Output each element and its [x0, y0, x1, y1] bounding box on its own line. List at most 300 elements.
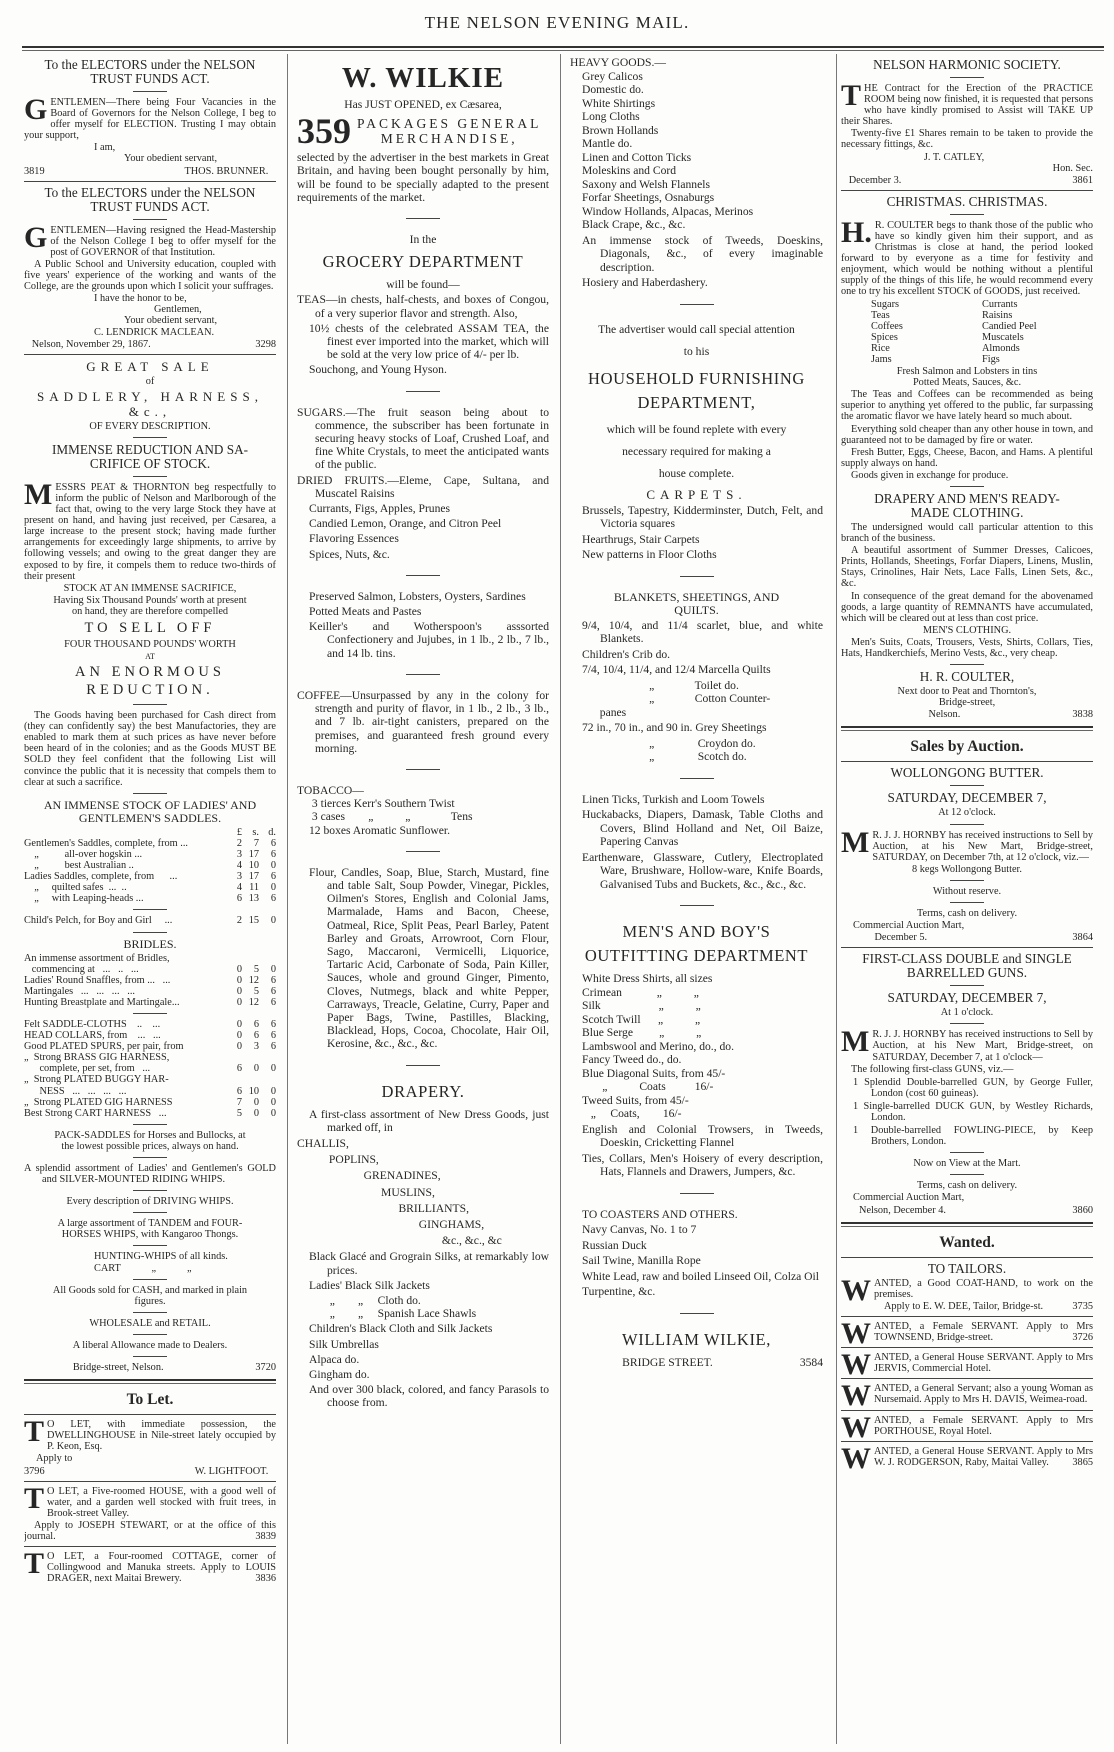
text-line: J. T. CATLEY,: [911, 151, 985, 163]
short-rule: [680, 576, 714, 577]
ad-reference-number: 3865: [1072, 1456, 1093, 1468]
heading: AT: [145, 652, 155, 662]
paragraph-text: O LET, a Five-roomed HOUSE, with a good well of water, and a garden well stocked with fruit trees, in Brook-street Valley.: [47, 1485, 276, 1519]
drop-cap: W: [841, 1379, 871, 1413]
list-item: And over 300 black, colored, and fancy Parasols to choose from.: [309, 1383, 549, 1410]
price-cell: [242, 1052, 259, 1063]
list-item: Sail Twine, Manilla Rope: [582, 1254, 701, 1267]
goods-item: Jams: [871, 353, 892, 365]
price-cell: Good PLATED SPURS, per pair, from: [24, 1041, 184, 1053]
list-item: Ties, Collars, Men's Hoisery of every description, Hats, Flannels and Drawers, Jumpers, &c.: [582, 1151, 823, 1178]
paragraph: [841, 637, 1093, 659]
currency-header: £: [236, 826, 242, 838]
list-item: Silk „ „: [582, 999, 701, 1012]
signature-row: [841, 175, 1093, 186]
list-item: Saxony and Welsh Flannels: [582, 177, 710, 191]
list-item: Brown Hollands: [582, 123, 659, 137]
ad-divider: [841, 1257, 1093, 1258]
text-line: I have the honor to be,: [94, 293, 187, 305]
heading: CARPETS.: [646, 486, 747, 502]
paragraph-text: R. J. J. HORNBY has received instructions to Sell by Auction, at his New Mart, Bridge-street, SATURDAY, on December 7th, at 12 o'clock, viz.—: [872, 829, 1093, 863]
price-cell: 3: [236, 871, 242, 883]
short-rule: [950, 77, 984, 78]
row-right: 3861: [1072, 174, 1093, 186]
price-cell: 6: [236, 1085, 242, 1097]
paragraph: [841, 1410, 1093, 1444]
price-cell: 6: [270, 871, 276, 883]
heading: To the ELECTORS under the NELSON TRUST FUNDS ACT.: [44, 184, 256, 214]
drop-cap: W: [841, 1441, 871, 1475]
goods-item: Almonds: [982, 342, 1020, 354]
list-item: A first-class assortment of New Dress Goods, just marked off, in: [309, 1107, 549, 1134]
text-line: „ Scotch do.: [594, 750, 747, 763]
paragraph: [24, 220, 276, 258]
heading: H. R. COULTER,: [919, 669, 1015, 685]
price-cell: 6: [270, 848, 276, 860]
goods-item: Candied Peel: [982, 320, 1037, 332]
list-item: Children's Black Cloth and Silk Jackets: [309, 1322, 493, 1336]
ad-divider: [24, 181, 276, 182]
text-line: 3 tierces Kerr's Southern Twist: [309, 797, 455, 811]
drop-cap: G: [24, 93, 48, 126]
list-item: „ Coats 16/-: [582, 1080, 714, 1093]
centered-text: Terms, cash on delivery.: [916, 907, 1018, 919]
paragraph-text: O LET, a Four-roomed COTTAGE, corner of Collingwood and Manuka streets. Apply to LOUIS DRAGER, next Maitai Brewery.: [47, 1551, 276, 1585]
row-right: THOS. BRUNNER.: [184, 165, 276, 177]
item-list: [570, 972, 823, 1121]
column-divider: [560, 54, 561, 1744]
text-line: TO COASTERS AND OTHERS.: [582, 1207, 738, 1221]
price-cell: [259, 1074, 276, 1085]
price-cell: Hunting Breastplate and Martingale...: [24, 996, 180, 1008]
short-rule: [133, 1334, 167, 1335]
short-rule: [133, 793, 167, 794]
drop-cap: W: [841, 1348, 871, 1382]
list-item: White Lead, raw and boiled Linseed Oil, Colza Oil: [582, 1269, 819, 1283]
short-rule: [950, 486, 984, 487]
ad-divider: [24, 1414, 276, 1415]
price-cell: „ best Australian ..: [24, 860, 134, 872]
list-item: 7/4, 10/4, 11/4, and 12/4 Marcella Quilts: [582, 663, 771, 676]
ad-reference-number: 3726: [1072, 1332, 1093, 1344]
short-rule: [406, 769, 440, 770]
heading: SATURDAY, DECEMBER 7,: [887, 990, 1047, 1006]
centered-text: A liberal Allowance made to Dealers.: [72, 1339, 228, 1351]
price-cell: Child's Pelch, for Boy and Girl ...: [24, 915, 173, 927]
price-cell: complete, per set, from ...: [24, 1063, 151, 1075]
price-cell: „ Strong PLATED BUGGY HAR-: [24, 1074, 169, 1086]
price-cell: 7: [253, 837, 259, 849]
short-rule: [133, 1124, 167, 1125]
text-line: „ Croydon do.: [594, 736, 756, 750]
list-item: 72 in., 70 in., and 90 in. Grey Sheetings: [582, 721, 767, 734]
list-item: English and Colonial Trowsers, in Tweeds, Doeskin, Cricketting Flannel: [582, 1122, 823, 1149]
signature-row: [841, 1205, 1093, 1216]
heading: To Let.: [126, 1391, 174, 1409]
short-rule: [680, 778, 714, 779]
price-cell: 3: [236, 848, 242, 860]
list-item: White Dress Shirts, all sizes: [582, 972, 713, 985]
paragraph-text: A beautiful assortment of Summer Dresses, Calicoes, Prints, Hollands, Sheetings, Forfar Diapers, Linens, Muslin, Stays, Crinolines, Hair Nets, Lace Falls, Linen Sets, &c., &c.: [841, 545, 1093, 590]
ad-reference-number: 3839: [255, 1530, 276, 1542]
row-right: 3720: [255, 1362, 276, 1374]
paragraph-text: ANTED, a General Servant; also a young Woman as Nursemaid. Apply to Mrs H. DAVIS, Weimea-road.: [874, 1383, 1093, 1406]
currency-header: d.: [268, 826, 276, 838]
list-item: Spices, Nuts, &c.: [309, 547, 390, 561]
fabric-item: &c., &c., &c: [297, 1234, 502, 1248]
short-rule: [950, 824, 984, 825]
heading: Wanted.: [939, 1233, 995, 1251]
currency-header: s.: [252, 826, 259, 838]
list-item: COFFEE—Unsurpassed by any in the colony for strength and purity of flavor, in 1 lb., 2 lb., 3 lb., and 7 lb. air-tight canisters, prepared on the premises, and guaranteed fresh ground every morning.: [297, 688, 549, 755]
heading: BLANKETS, SHEETINGS, AND QUILTS.: [613, 589, 780, 617]
row-left: Nelson, December 4.: [841, 1204, 946, 1216]
centered-text: 8 kegs Wollongong Butter.: [912, 863, 1022, 875]
short-rule: [406, 391, 440, 392]
goods-item: Currants: [982, 298, 1018, 310]
text-line: „ Toilet do.: [594, 678, 739, 692]
list-item: Moleskins and Cord: [582, 164, 677, 177]
price-cell: 17: [248, 848, 259, 860]
price-cell: Gentlemen's Saddles, complete, from ...: [24, 837, 188, 849]
heading: DRAPERY AND MEN'S READY- MADE CLOTHING.: [874, 491, 1060, 520]
list-item: 9/4, 10/4, and 11/4 scarlet, blue, and white Blankets.: [582, 618, 823, 645]
price-row: [24, 1074, 276, 1085]
price-cell: [225, 1052, 242, 1063]
list-item: TEAS—in chests, half-chests, and boxes of Congou, of a very superior flavor and strength. Also,: [297, 293, 549, 320]
price-cell: 0: [236, 1041, 242, 1053]
item-list: [570, 70, 823, 232]
drop-cap: W: [841, 1273, 871, 1307]
price-cell: Ladies' Round Snaffles, from ... ...: [24, 974, 171, 986]
row-left: Bridge-street, Nelson.: [24, 1362, 164, 1374]
centered-text: Having Six Thousand Pounds' worth at present on hand, they are therefore compelled: [53, 594, 247, 617]
paragraph: [24, 710, 276, 788]
row-left: 3819: [24, 165, 45, 177]
section-divider: [24, 1379, 276, 1384]
price-cell: 0: [270, 1107, 276, 1119]
list-item: „ Coats, 16/-: [582, 1107, 682, 1120]
list-item: Children's Crib do.: [582, 647, 671, 661]
text-line: „ „ Spanish Lace Shawls: [321, 1307, 477, 1321]
short-rule: [950, 985, 984, 986]
paragraph-text: ANTED, a Female SERVANT. Apply to Mrs PORTHOUSE, Royal Hotel.: [874, 1414, 1093, 1437]
list-item: 10½ chests of the celebrated ASSAM TEA, the finest ever imported into the market, which will be sold at the very low price of 4/- per lb.: [309, 321, 549, 362]
list-item: Lambswool and Merino, do., do.: [582, 1039, 734, 1053]
signature-row: [24, 1466, 276, 1477]
paragraph: [841, 1301, 1093, 1312]
price-row: [24, 1019, 276, 1030]
ad-divider: [841, 1410, 1093, 1411]
paragraph-text: ANTED, a Female SERVANT. Apply to Mrs TOWNSEND, Bridge-street.: [874, 1320, 1093, 1344]
text-line: Hon. Sec.: [1052, 162, 1093, 174]
paragraph-text: In consequence of the great demand for the abovenamed goods, a large quantity of REMNANTS have accumulated, which will be cleared out at less than cost price.: [841, 590, 1093, 624]
paragraph: [297, 151, 549, 204]
list-item: Gingham do.: [309, 1368, 370, 1382]
centered-text: A large assortment of TANDEM and FOUR- HORSES WHIPS, with Kangaroo Thongs.: [57, 1218, 243, 1241]
paragraph: [24, 1481, 276, 1519]
price-cell: 5: [236, 1107, 242, 1119]
short-rule: [406, 1065, 440, 1066]
price-row: [24, 975, 276, 986]
short-rule: [406, 674, 440, 675]
price-cell: HEAD COLLARS, from ... ...: [24, 1030, 161, 1042]
price-cell: 0: [270, 915, 276, 927]
list-item: Souchong, and Young Hyson.: [309, 363, 447, 377]
price-cell: Ladies Saddles, complete, from ...: [24, 871, 178, 883]
price-cell: 0: [270, 860, 276, 872]
price-cell: 0: [236, 963, 242, 975]
list-item: An immense stock of Tweeds, Doeskins, Diagonals, &c., of every imaginable description.: [582, 233, 823, 274]
heading: AN IMMENSE STOCK OF LADIES' AND GENTLEMEN'S SADDLES.: [43, 797, 257, 825]
price-cell: 6: [253, 1018, 259, 1030]
ad-divider: [841, 1347, 1093, 1348]
centered-text: Terms, cash on delivery.: [916, 1180, 1018, 1192]
text-line: CART „ „: [94, 1262, 192, 1274]
price-cell: 17: [248, 871, 259, 883]
row-left: Nelson, November 29, 1867.: [24, 338, 151, 350]
price-cell: 10: [248, 1085, 259, 1097]
short-rule: [133, 704, 167, 705]
list-item: Black Crape, &c., &c.: [582, 218, 686, 231]
short-rule: [133, 1212, 167, 1213]
short-rule: [133, 1013, 167, 1014]
paragraph-text: ANTED, a General House SERVANT. Apply to Mrs JERVIS, Commercial Hotel.: [874, 1352, 1093, 1375]
heading: HOUSEHOLD FURNISHING DEPARTMENT,: [588, 368, 805, 412]
short-rule: [950, 1023, 984, 1024]
heading: To the ELECTORS under the NELSON TRUST FUNDS ACT.: [44, 57, 256, 86]
paragraph: [24, 477, 276, 582]
short-rule: [406, 575, 440, 576]
price-cell: 0: [236, 985, 242, 997]
short-rule: [133, 1245, 167, 1246]
price-cell: [242, 953, 259, 964]
heading: TO SELL OFF: [84, 620, 216, 636]
packages-count: 359: [297, 111, 351, 152]
price-cell: 11: [249, 882, 259, 894]
paragraph-text: Apply to JOSEPH STEWART, or at the office of this journal.: [24, 1519, 276, 1542]
price-cell: [242, 1074, 259, 1085]
heading: CHRISTMAS. CHRISTMAS.: [886, 193, 1048, 209]
price-cell: Martingales ... ... ... ...: [24, 985, 135, 997]
price-cell: 0: [236, 1018, 242, 1030]
goods-item: Teas: [871, 309, 890, 321]
paragraph: [24, 259, 276, 292]
list-item: Blue Serge „ „: [582, 1026, 702, 1039]
list-item: A splendid assortment of Ladies' and Gentlemen's GOLD and SILVER-MOUNTED RIDING WHIPS.: [24, 1163, 276, 1186]
ad-divider: [841, 1316, 1093, 1317]
paragraph: [841, 447, 1093, 469]
short-rule: [133, 1312, 167, 1313]
list-item: Hosiery and Haberdashery.: [582, 276, 708, 289]
price-cell: Felt SADDLE-CLOTHS .. ...: [24, 1018, 161, 1030]
paragraph-text: The following first-class GUNS, viz.—: [851, 1063, 1014, 1075]
price-row: [24, 915, 276, 926]
list-item: Earthenware, Glassware, Cutlery, Electroplated Ware, Brushware, Hollow-ware, Knife Boards, Galvanised Tubs and Buckets, &c., &c., &c.: [582, 850, 823, 891]
list-item: 1 Splendid Double-barrelled GUN, by George Fuller, London (cost 60 guineas).: [853, 1076, 1093, 1099]
list-item: Window Hollands, Alpacas, Merinos: [582, 204, 754, 218]
price-cell: 0: [270, 1085, 276, 1097]
centered-text: At 12 o'clock.: [938, 807, 996, 819]
short-rule: [133, 1190, 167, 1191]
list-item: Grey Calicos: [582, 69, 643, 83]
short-rule: [680, 304, 714, 305]
drop-cap: M: [841, 1025, 870, 1059]
paragraph-text: ANTED, a General House SERVANT. Apply to Mrs W. J. RODGERSON, Raby, Maitai Valley.: [874, 1445, 1093, 1468]
price-cell: 3: [253, 1041, 259, 1053]
fabric-item: GINGHAMS,: [297, 1217, 485, 1231]
short-rule: [950, 1152, 984, 1153]
short-rule: [133, 1279, 167, 1280]
goods-item: Sugars: [871, 298, 900, 310]
price-cell: 5: [253, 963, 259, 975]
paragraph: [841, 1064, 1093, 1075]
drop-cap: T: [841, 79, 862, 112]
paragraph: [24, 1415, 276, 1453]
list-item: Brussels, Tapestry, Kidderminster, Dutch, Felt, and Victoria squares: [582, 503, 823, 530]
column-divider: [836, 54, 837, 1744]
list-item: Navy Canvas, No. 1 to 7: [582, 1223, 697, 1236]
price-cell: 12: [248, 974, 259, 986]
paragraph-text: R. COULTER begs to thank those of the public who have so kindly given him their support, and as Christmas is close at hand, the period looked forward to by everyone as a time for festivity and enjoyment, which would be nothing without a plentiful supply of the things of this life, he would recommend every one to try his excellent STOCK of GOODS, just received.: [841, 219, 1093, 298]
centered-text: All Goods sold for CASH, and marked in plain figures.: [52, 1284, 248, 1307]
paragraph-text: A Public School and University education, coupled with five years' experience of the working and wants of the College, are the grounds upon which I solicit your suffrages.: [24, 258, 276, 293]
row-right: 3864: [1072, 932, 1093, 944]
price-cell: 6: [270, 1041, 276, 1053]
heading: SATURDAY, DECEMBER 7,: [887, 790, 1047, 806]
heading: SADDLERY, HARNESS, &c.,: [37, 388, 263, 419]
packages-text: PACKAGES GENERAL MERCHANDISE,: [357, 116, 542, 147]
column-3: [570, 56, 823, 1750]
price-row: [24, 986, 276, 997]
price-cell: 6: [236, 893, 242, 905]
column-2: [297, 56, 549, 1750]
centered-text: Has JUST OPENED, ex Cæsarea,: [344, 98, 502, 111]
list-item: Scotch Twill „ „: [582, 1012, 701, 1026]
price-cell: 6: [270, 893, 276, 905]
list-item: Candied Lemon, Orange, and Citron Peel: [309, 517, 502, 531]
price-cell: 6: [270, 974, 276, 986]
paragraph: [841, 825, 1093, 863]
row-left: 3796: [24, 1465, 45, 1477]
list-item: Keiller's and Wotherspoon's asssorted Confectionery and Jujubes, in 1 lb., 2 lb., 7 lb., and 14 lb. tins.: [309, 620, 549, 660]
price-cell: 6: [270, 1018, 276, 1030]
short-rule: [950, 664, 984, 665]
fabric-list: [297, 1137, 549, 1247]
price-list: [24, 915, 276, 926]
ad-divider: [841, 1378, 1093, 1379]
list-item: Linen and Cotton Ticks: [582, 150, 692, 164]
price-cell: 0: [236, 996, 242, 1008]
ad-reference-number: 3735: [1072, 1300, 1093, 1312]
paragraph: [841, 545, 1093, 589]
price-cell: 0: [270, 1096, 276, 1108]
short-rule: [680, 1313, 714, 1314]
price-cell: Best Strong CART HARNESS ...: [24, 1107, 167, 1119]
heading: W. WILKIE: [341, 62, 505, 94]
list-item: Silk Umbrellas: [309, 1337, 379, 1351]
price-cell: „ quilted safes ... ..: [24, 882, 127, 894]
price-cell: 0: [253, 1107, 259, 1119]
drop-cap: W: [841, 1410, 871, 1444]
text-line: 3 cases „ „ Tens: [309, 810, 473, 824]
list-item: 1 Double-barrelled FOWLING-PIECE, by Keep Brothers, London.: [853, 1125, 1093, 1148]
text-line: Your obedient servant,: [124, 315, 218, 327]
centered-text: FOUR THOUSAND POUNDS' WORTH: [64, 639, 236, 650]
centered-text: At 1 o'clock.: [940, 1007, 994, 1019]
list-item: Currants, Figs, Apples, Prunes: [309, 502, 451, 516]
heading: Sales by Auction.: [910, 738, 1024, 756]
short-rule: [133, 1157, 167, 1158]
price-cell: „ all-over hogskin ...: [24, 848, 143, 860]
heading: GREAT SALE: [86, 358, 214, 374]
ad-divider: [841, 947, 1093, 948]
paragraph-text: selected by the advertiser in the best markets in Great Britain, and having been bought personally by him, will be found to be specially adapted to the present requirements of the market.: [297, 151, 549, 204]
price-cell: „ Strong BRASS GIG HARNESS,: [24, 1052, 170, 1064]
goods-columns: [841, 299, 1093, 366]
fabric-item: GRENADINES,: [297, 1169, 441, 1183]
price-row: [24, 1052, 276, 1063]
ad-divider: [24, 1546, 276, 1547]
packages-banner: [297, 111, 549, 152]
list-item: Russian Duck: [582, 1238, 647, 1252]
fabric-item: POPLINS,: [297, 1153, 379, 1167]
short-rule: [406, 851, 440, 852]
price-cell: 0: [270, 882, 276, 894]
masthead-rule: [22, 46, 1104, 51]
price-cell: 10: [248, 860, 259, 872]
heading: FIRST-CLASS DOUBLE and SINGLE BARRELLED GUNS.: [862, 951, 1072, 981]
centered-text: WHOLESALE and RETAIL.: [89, 1317, 211, 1329]
list-item: Black Glacé and Grograin Silks, at remarkably low prices.: [309, 1250, 549, 1277]
column-1: [24, 56, 276, 1750]
goods-column: [871, 299, 982, 366]
price-cell: 4: [236, 882, 242, 894]
drop-cap: T: [24, 1481, 45, 1515]
row-left: December 5.: [841, 932, 928, 944]
goods-item: Figs: [982, 353, 1000, 365]
price-row: [24, 838, 276, 849]
heading: WILLIAM WILKIE,: [622, 1329, 771, 1349]
price-cell: 15: [248, 915, 259, 927]
price-cell: 6: [270, 1030, 276, 1042]
short-rule: [133, 219, 167, 220]
ad-divider: [24, 354, 276, 355]
price-cell: 6: [236, 1063, 242, 1075]
centered-text: which will be found replete with every necessary required for making a house complete.: [606, 422, 787, 480]
price-row: [24, 1063, 276, 1074]
row-left: Nelson.: [841, 709, 961, 721]
price-cell: [225, 1074, 242, 1085]
paragraph-text: The Goods having been purchased for Cash direct from (they can confidently say) the best Manufactories, they are enabled to mark them at such prices as have never before been heard of in the colonies; and as the Goods MUST BE SOLD they feel confident that the following List will convince the public that it is necessity that compels them to clear at such a sacrifice.: [24, 710, 276, 788]
price-cell: „ with Leaping-heads ...: [24, 893, 144, 905]
section-divider: [841, 726, 1093, 731]
price-row: [24, 1086, 276, 1097]
paragraph: [841, 591, 1093, 624]
short-rule: [950, 902, 984, 903]
centered-text: Every description of DRIVING WHIPS.: [66, 1196, 234, 1208]
list-item: Turpentine, &c.: [582, 1285, 656, 1298]
paragraph: [841, 1379, 1093, 1413]
centered-text: Without reserve.: [932, 885, 1002, 897]
goods-item: Spices: [871, 331, 898, 343]
signature-row: [24, 339, 276, 350]
paragraph: [24, 1547, 276, 1585]
paragraph: [24, 1520, 276, 1542]
ad-divider: [841, 1441, 1093, 1442]
short-rule: [133, 932, 167, 933]
text-line: Commercial Auction Mart,: [853, 1192, 965, 1204]
